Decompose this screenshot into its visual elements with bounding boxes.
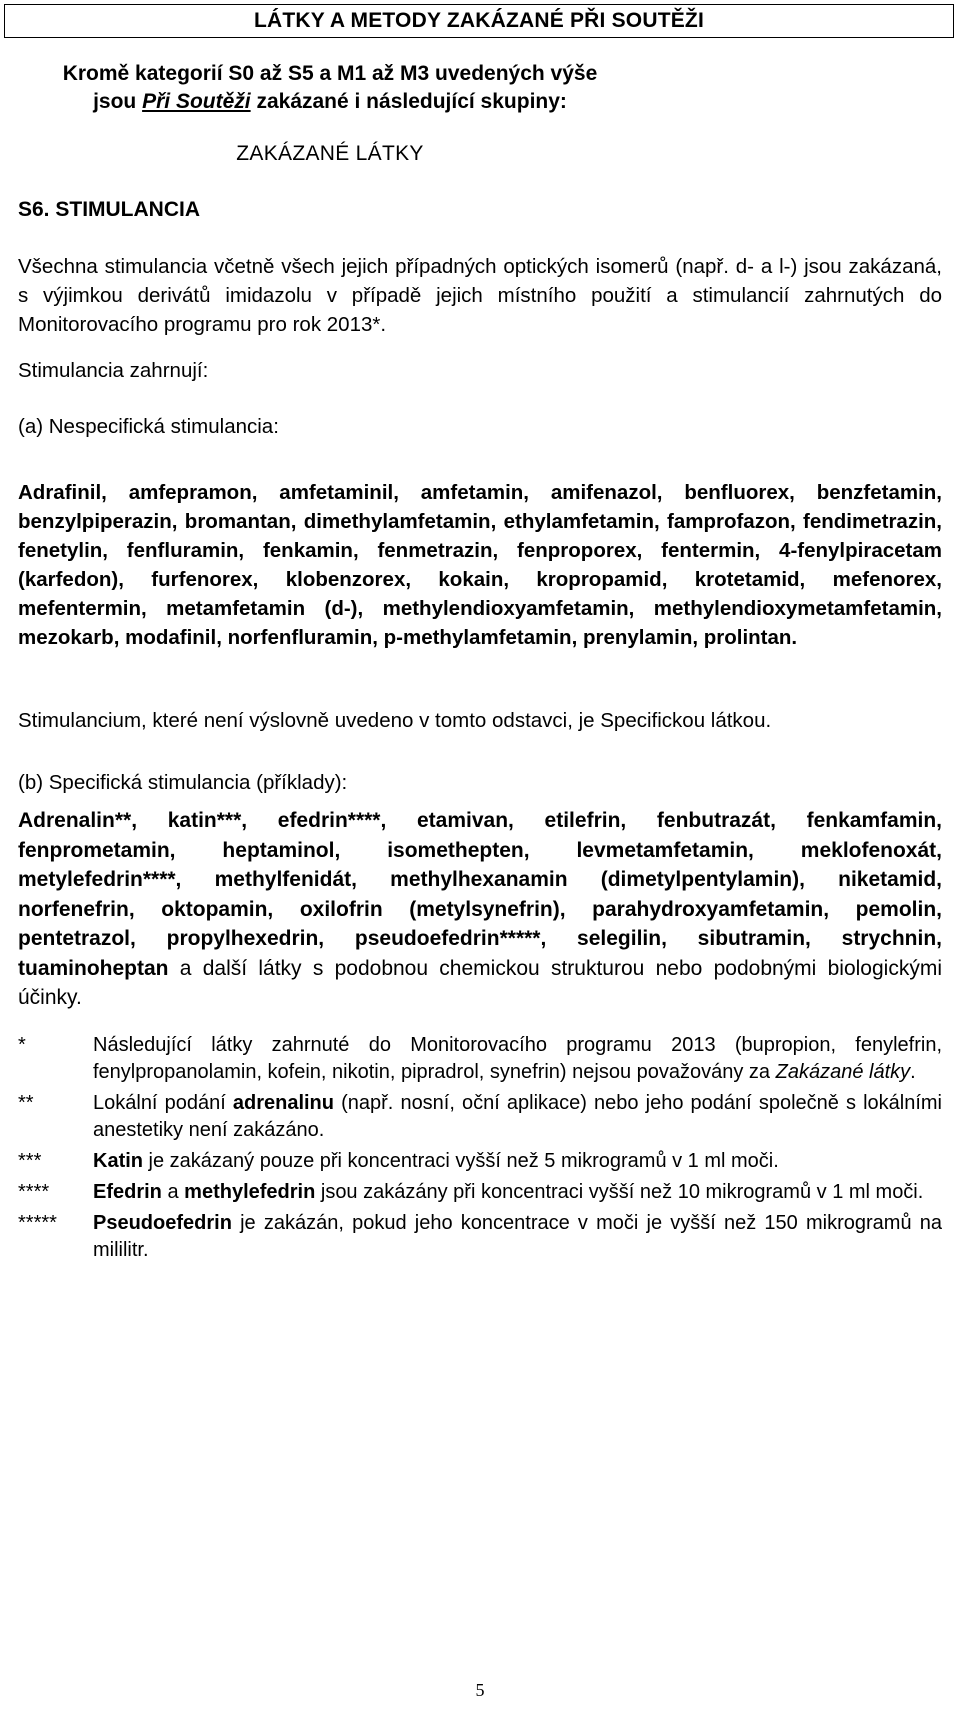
footnote-part: . [910, 1061, 916, 1083]
footnote-mark: *** [18, 1150, 42, 1172]
footnote-mark: ** [18, 1092, 34, 1114]
footnote-part: jsou zakázány při koncentraci vyšší než 10 mikrogramů v 1 ml moči. [315, 1181, 924, 1203]
specific-list-substances: Adrenalin**, katin***, efedrin****, etamivan, etilefrin, fenbutrazát, fenkamfamin, fenprometamin, heptaminol, isomethepten, levmetamfetamin, meklofenoxát, metylefedrin****, methylfenidát, methylhexanamin (dimetylpentylamin), niketamid, norfenefrin, oktopamin, oxilofrin (metylsynefrin), parahydroxyamfetamin, pemolin, pentetrazol, propylhexedrin, pseudoefedrin*****, selegilin, sibutramin, strychnin, tuaminoheptan [18, 809, 942, 980]
intro-text [0, 60, 660, 116]
specific-list-tail: a další látky s podobnou chemickou strukturou nebo podobnými biologickými účinky. [18, 956, 942, 1009]
footnote-part: methylefedrin [184, 1181, 316, 1203]
includes-label: Stimulancia zahrnují: [18, 359, 209, 382]
footnote-text [93, 1032, 942, 1086]
nonspecific-list: Adrafinil, amfepramon, amfetaminil, amfetamin, amifenazol, benfluorex, benzfetamin, benzylpiperazin, bromantan, dimethylamfetamin, ethylamfetamin, famprofazon, fendimetrazin, fenetylin, fenfluramin, fenkamin, fenmetrazin, fenproporex, fentermin, 4-fenylpiracetam (karfedon), furfenorex, klobenzorex, kokain, kropropamid, krotetamid, mefenorex, mefentermin, metamfetamin (d-), methylendioxyamfetamin, methylendioxymetamfetamin, mezokarb, modafinil, norfenfluramin, p-methylamfetamin, prenylamin, prolintan. [18, 481, 942, 649]
footnote-part: Katin [93, 1150, 143, 1172]
s6-heading: S6. STIMULANCIA [18, 198, 201, 221]
footnote-part: je zakázán, pokud jeho koncentrace v moči je vyšší než 150 mikrogramů na mililitr. [93, 1212, 942, 1261]
footnote-row [18, 1032, 942, 1086]
footnote-part: Efedrin [93, 1181, 162, 1203]
intro-line-2a: jsou [93, 90, 143, 113]
footnote-row [18, 1179, 942, 1206]
footnote-part: a [161, 1181, 185, 1203]
footnote-part: je zakázaný pouze při koncentraci vyšší než 5 mikrogramů v 1 ml moči. [143, 1150, 779, 1172]
page-number: 5 [475, 1680, 485, 1700]
footnote-part: Lokální podání [93, 1092, 233, 1114]
footnote-mark: **** [18, 1181, 50, 1203]
footnote-mark: ***** [18, 1212, 57, 1234]
footnote-part: Následující látky zahrnuté do Monitorovacího programu 2013 (bupropion, fenylefrin, fenylpropanolamin, kofein, nikotin, pipradrol, synefrin) nejsou považovány za [93, 1034, 942, 1083]
footnote-row [18, 1210, 942, 1264]
intro-line-1: Kromě kategorií S0 až S5 a M1 až M3 uvedených výše [62, 62, 598, 85]
footnote-part: Pseudoefedrin [93, 1212, 232, 1234]
footnote-mark: * [18, 1034, 26, 1056]
footnotes [18, 1032, 942, 1264]
footnote-text [93, 1148, 942, 1175]
nonspecific-note: Stimulancium, které není výslovně uvedeno v tomto odstavci, je Specifickou látkou. [18, 709, 772, 732]
footnote-text [93, 1090, 942, 1144]
footnote-part: adrenalinu [232, 1092, 334, 1114]
footnote-text [93, 1179, 942, 1206]
nonspecific-heading: (a) Nespecifická stimulancia: [18, 415, 279, 438]
intro-paragraph: Všechna stimulancia včetně všech jejich případných optických isomerů (např. d- a l-) jsou zakázaná, s výjimkou derivátů imidazolu v případě jejich místního použití a stimulancií zahrnutých do Monitorovacího programu pro rok 2013*. [18, 255, 942, 336]
footnote-row [18, 1148, 942, 1175]
footnote-text [93, 1210, 942, 1264]
specific-list [18, 806, 942, 1013]
specific-heading: (b) Specifická stimulancia (příklady): [18, 771, 348, 794]
footnote-part: (např. nosní, oční aplikace) nebo jeho podání společně s lokálními anestetiky není zakázáno. [93, 1092, 942, 1141]
footnote-row [18, 1090, 942, 1144]
prohibited-heading: ZAKÁZANÉ LÁTKY [236, 142, 424, 165]
page-title: LÁTKY A METODY ZAKÁZANÉ PŘI SOUTĚŽI [4, 4, 954, 38]
intro-emphasis: Při Soutěži [142, 90, 251, 113]
footnote-part: Zakázané látky [775, 1061, 911, 1083]
intro-line-2b: zakázané i následující skupiny: [250, 90, 567, 113]
